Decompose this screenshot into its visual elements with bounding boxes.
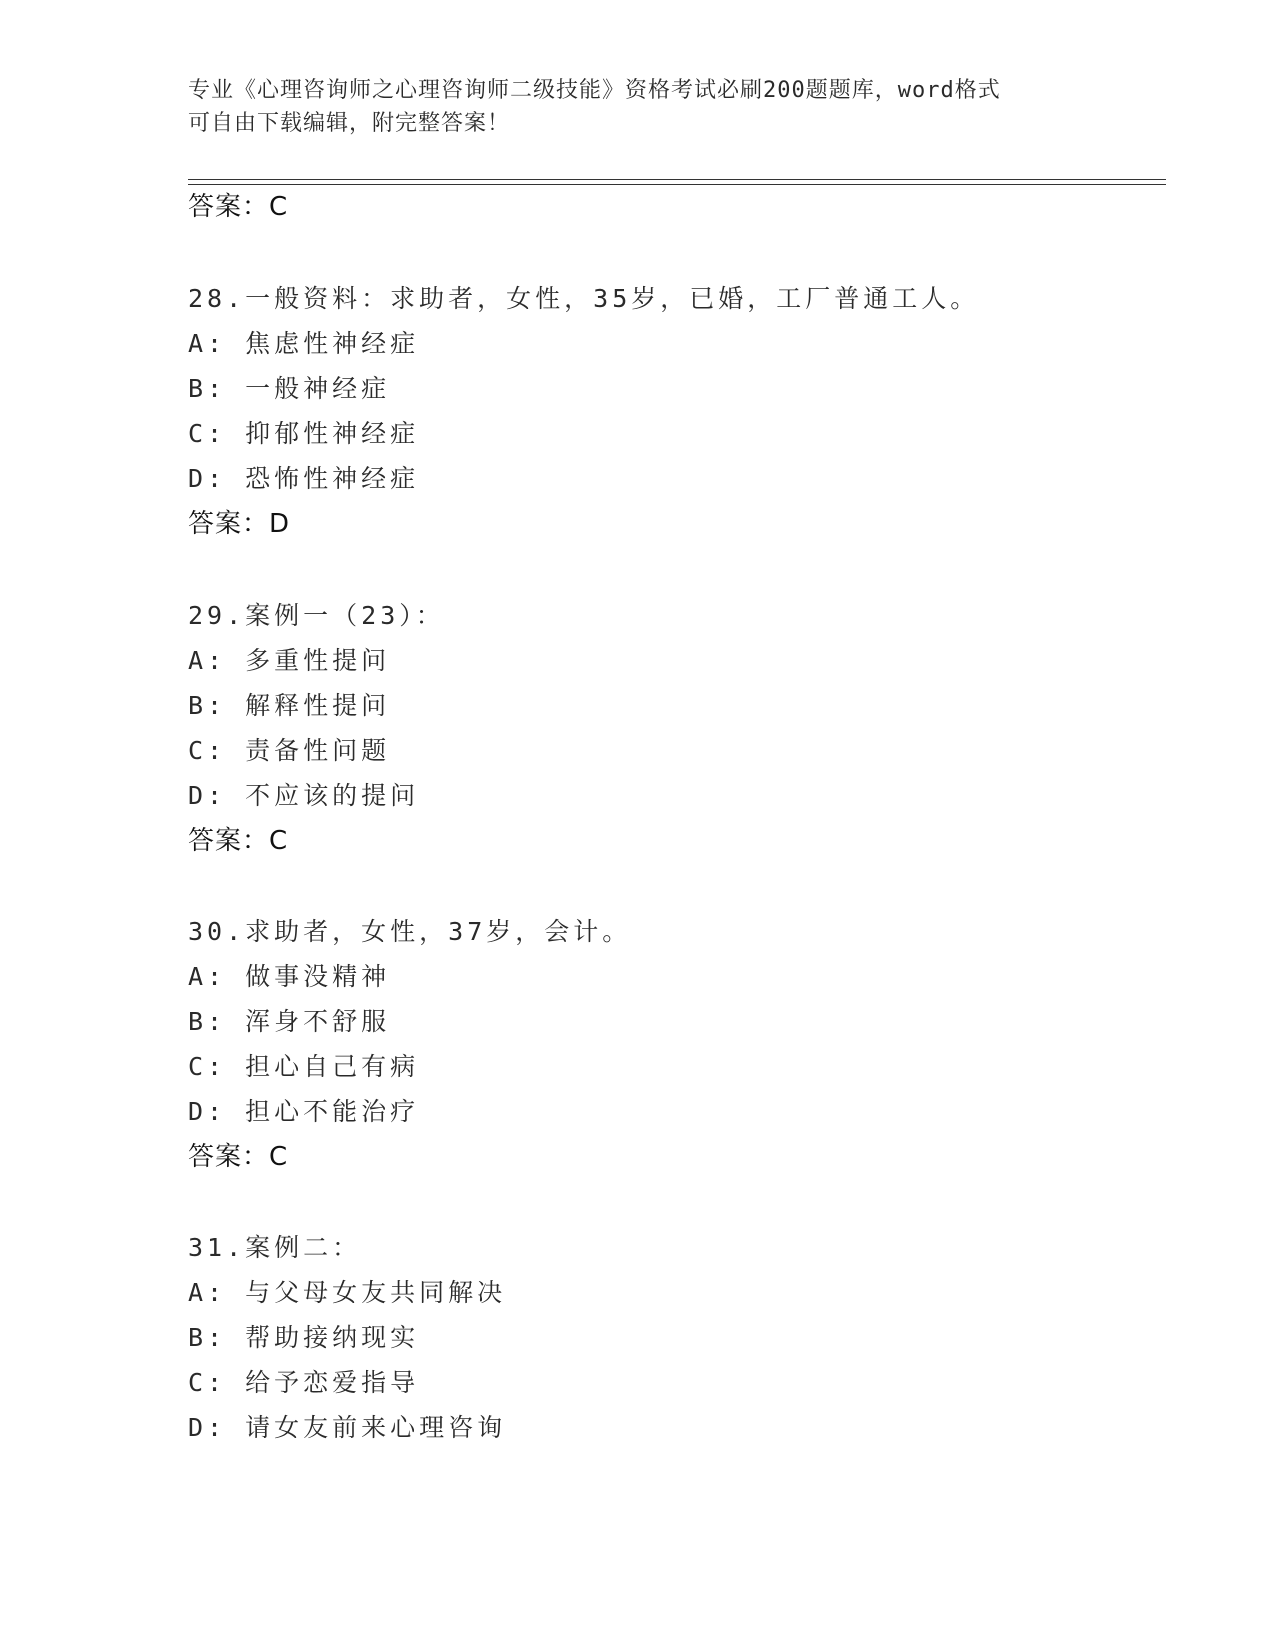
header-divider-top [188,179,1166,180]
question-28-stem: 28.一般资料：求助者，女性，35岁，已婚，工厂普通工人。 [188,284,980,313]
question-30-answer: 答案：C [188,1142,289,1172]
question-31-stem: 31.案例二： [188,1233,362,1262]
document-header [188,74,1088,140]
header-line-2: 可自由下载编辑，附完整答案！ [188,111,511,136]
question-30-option-c: C: 担心自己有病 [188,1052,420,1081]
question-29-option-a: A: 多重性提问 [188,646,391,675]
previous-answer: 答案：C [188,192,289,222]
question-30-option-b: B: 浑身不舒服 [188,1007,391,1036]
question-29-option-c: C: 责备性问题 [188,736,391,765]
question-31-option-d: D: 请女友前来心理咨询 [188,1413,507,1442]
question-29-answer: 答案：C [188,826,289,856]
question-31-option-b: B: 帮助接纳现实 [188,1323,420,1352]
question-30-option-a: A: 做事没精神 [188,962,391,991]
header-divider-bottom [188,184,1166,185]
question-30-option-d: D: 担心不能治疗 [188,1097,420,1126]
question-29-stem: 29.案例一（23）： [188,601,445,630]
question-28-option-a: A: 焦虑性神经症 [188,329,420,358]
question-29-option-b: B: 解释性提问 [188,691,391,720]
question-28-option-c: C: 抑郁性神经症 [188,419,420,448]
header-line-1: 专业《心理咨询师之心理咨询师二级技能》资格考试必刷200题题库，word格式 [188,78,1001,103]
question-28-option-b: B: 一般神经症 [188,374,391,403]
question-31-option-c: C: 给予恋爱指导 [188,1368,420,1397]
question-28-option-d: D: 恐怖性神经症 [188,464,420,493]
question-28-answer: 答案：D [188,509,291,539]
question-30-stem: 30.求助者，女性，37岁，会计。 [188,917,632,946]
question-31-option-a: A: 与父母女友共同解决 [188,1278,507,1307]
question-29-option-d: D: 不应该的提问 [188,781,420,810]
